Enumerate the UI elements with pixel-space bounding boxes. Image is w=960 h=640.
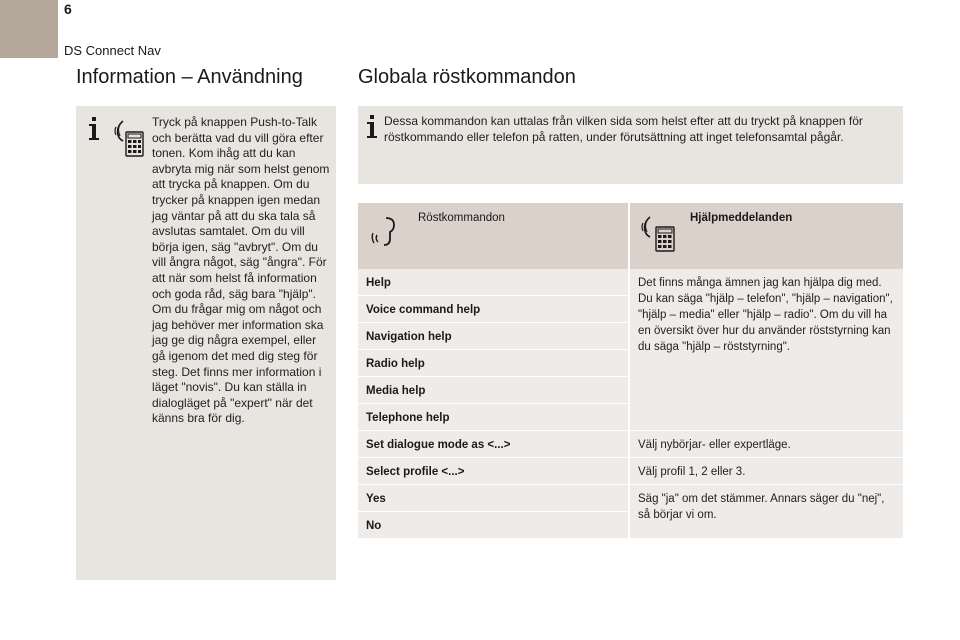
- table-header-row: [358, 203, 903, 269]
- table-row: [358, 485, 903, 512]
- left-heading: Information – Användning: [76, 66, 303, 88]
- description-cell: Välj profil 1, 2 eller 3.: [630, 458, 903, 485]
- phone-keypad-icon: [114, 118, 144, 158]
- header-commands-label: Röstkommandon: [418, 212, 505, 224]
- command-cell: Help: [358, 269, 630, 296]
- section-name: DS Connect Nav: [64, 43, 161, 58]
- description-cell: Välj nybörjar- eller expertläge.: [630, 431, 903, 458]
- table-row: [358, 431, 903, 458]
- header-commands: [358, 203, 630, 269]
- info-icon: [366, 114, 378, 140]
- command-cell: Media help: [358, 377, 630, 404]
- info-box-usage: [76, 106, 336, 580]
- page-number: 6: [64, 1, 72, 17]
- command-cell: Navigation help: [358, 323, 630, 350]
- info-text-usage: Tryck på knappen Push-to-Talk och berätta vad du vill göra efter tonen. Kom ihåg att du kan avbryta mig när som helst genom att trycka på knappen. Om du trycker på knappen igen medan jag väntar på att du ska tala så avslutas samtalet. Om du vill börja igen, säg "avbryt". Om du vill ångra något, säg "ångra". För att när som helst få information och goda råd, säg bara "hjälp". Om du frågar mig om något och jag behöver mer information ska jag ge dig några exempel, eller gå igenom det med dig steg för steg. Det finns mer information i läget "novis". Du kan ställa in dialogläget på "expert" när det känns bra för dig.: [152, 115, 330, 426]
- info-box-global: [358, 106, 903, 184]
- command-cell: No: [358, 512, 630, 539]
- command-cell: Yes: [358, 485, 630, 512]
- command-cell: Radio help: [358, 350, 630, 377]
- header-help: [630, 203, 903, 269]
- voice-commands-table: [358, 203, 903, 539]
- voice-command-icon: [368, 215, 402, 249]
- right-heading: Globala röstkommandon: [358, 66, 576, 88]
- info-icon: [87, 116, 101, 142]
- table-row: [358, 458, 903, 485]
- page-tab: [0, 0, 58, 58]
- description-cell: Säg "ja" om det stämmer. Annars säger du "nej", så börjar vi om.: [630, 485, 903, 539]
- command-cell: Telephone help: [358, 404, 630, 431]
- table-row: [358, 269, 903, 296]
- command-cell: Voice command help: [358, 296, 630, 323]
- description-cell: Det finns många ämnen jag kan hjälpa dig med. Du kan säga "hjälp – telefon", "hjälp – navigation", "hjälp – media" eller "hjälp – radio". Om du vill ha en översikt över hur du använder röststyrning kan du säga "hjälp – röststyrning".: [630, 269, 903, 431]
- header-help-label: Hjälpmeddelanden: [690, 212, 793, 224]
- command-cell: Select profile <...>: [358, 458, 630, 485]
- info-text-global: Dessa kommandon kan uttalas från vilken sida som helst efter att du tryckt på knappen för röstkommando eller telefon på ratten, under förutsättning att inget telefonsamtal pågår.: [384, 114, 863, 144]
- phone-keypad-icon: [640, 215, 680, 253]
- command-cell: Set dialogue mode as <...>: [358, 431, 630, 458]
